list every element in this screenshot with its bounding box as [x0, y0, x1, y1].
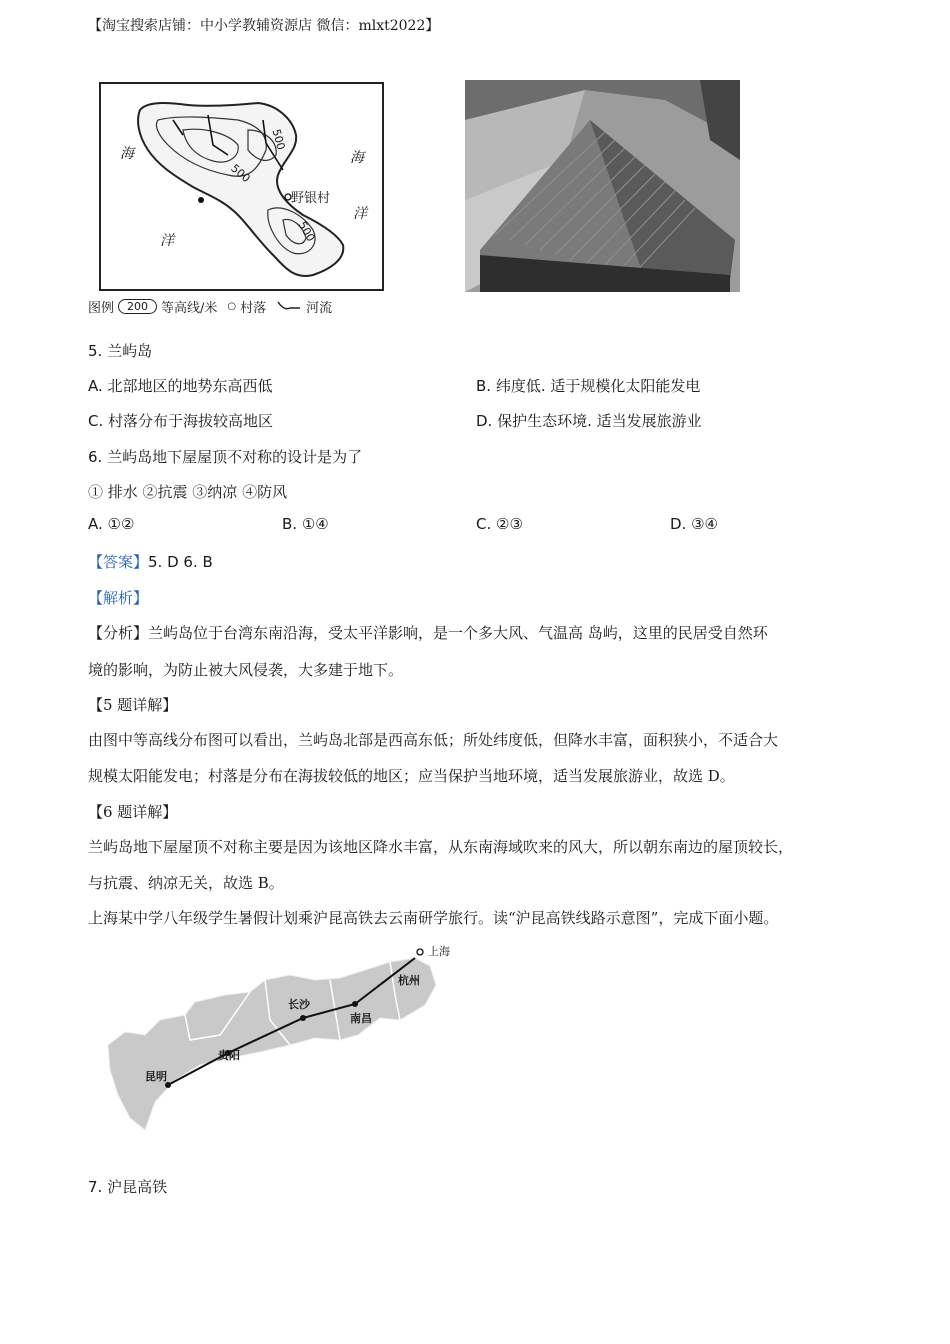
city-dot-nanchang — [352, 1001, 358, 1007]
q6-stem: 6. 兰屿岛地下屋屋顶不对称的设计是为了 — [88, 448, 363, 466]
contour-label: 500 — [295, 219, 318, 244]
legend-village-icon: ○ — [227, 301, 237, 312]
city-label-shanghai: 上海 — [428, 945, 450, 958]
city-dot-changsha — [300, 1015, 306, 1021]
legend-river-text: 河流 — [306, 301, 333, 316]
q7-stem: 7. 沪昆高铁 — [88, 1178, 168, 1196]
q5-stem: 5. 兰屿岛 — [88, 342, 153, 360]
q5-detail-line1: 由图中等高线分布图可以看出，兰屿岛北部是西高东低；所处纬度低，但降水丰富，面积狭小，不适合大 — [88, 731, 779, 749]
contour-label: 500 — [228, 161, 253, 186]
q6-option-b: B. ①④ — [282, 515, 329, 533]
q5-option-c: C. 村落分布于海拔较高地区 — [88, 412, 274, 430]
legend-contour-text: 等高线/米 — [161, 301, 218, 316]
ocean-label-left: 洋 — [160, 233, 174, 249]
city-dot-shanghai — [417, 949, 423, 955]
sea-label-right: 海 — [350, 150, 364, 166]
roof-photo-svg — [465, 80, 740, 292]
hsr-route-map — [100, 940, 470, 1140]
q6-detail-label: 【6 题详解】 — [88, 803, 178, 821]
legend-label: 图例 — [88, 301, 115, 316]
village-dot — [198, 197, 204, 203]
legend-contour-sample: 200 — [118, 299, 157, 314]
roof-photo — [465, 80, 740, 292]
q6-items: ① 排水 ②抗震 ③纳凉 ④防风 — [88, 483, 288, 501]
q7-intro: 上海某中学八年级学生暑假计划乘沪昆高铁去云南研学旅行。读“沪昆高铁线路示意图”，完成下面小题。 — [88, 909, 779, 927]
island-map-svg — [88, 75, 398, 320]
q5-option-d: D. 保护生态环境. 适当发展旅游业 — [476, 412, 702, 430]
q5-detail-line2: 规模太阳能发电；村落是分布在海拔较低的地区；应当保护当地环境，适当发展旅游业，故选 D。 — [88, 767, 735, 785]
q6-option-a: A. ①② — [88, 515, 135, 533]
q6-option-d: D. ③④ — [670, 515, 719, 533]
answer-line — [88, 551, 213, 572]
city-label-changsha: 长沙 — [288, 998, 310, 1011]
q6-detail-line1: 兰屿岛地下屋屋顶不对称主要是因为该地区降水丰富，从东南海域吹来的风大，所以朝东南边的屋顶较长， — [88, 838, 794, 856]
legend-village-text: 村落 — [240, 301, 267, 316]
q6-option-c: C. ②③ — [476, 515, 523, 533]
shop-header: 【淘宝搜索店铺：中小学教辅资源店 微信：mlxt2022】 — [88, 18, 440, 34]
analysis-label: 【解析】 — [88, 589, 149, 607]
answer-text: 5. D 6. B — [148, 553, 213, 571]
contour-label: 500 — [269, 127, 288, 152]
answer-label: 【答案】 — [88, 553, 149, 571]
city-label-hangzhou: 杭州 — [398, 974, 420, 987]
contour-map-figure — [88, 75, 398, 320]
map-legend — [88, 297, 332, 316]
ocean-label-right: 洋 — [353, 206, 367, 222]
village-label: 野银村 — [291, 191, 331, 206]
sea-label-left: 海 — [120, 146, 134, 162]
q5-option-a: A. 北部地区的地势东高西低 — [88, 377, 273, 395]
analysis-fenxi-line1: 【分析】兰屿岛位于台湾东南沿海，受太平洋影响，是一个多大风、气温高 岛屿，这里的民居受自然环 — [88, 624, 768, 642]
hsr-map-svg — [100, 940, 470, 1140]
city-label-kunming: 昆明 — [145, 1070, 167, 1083]
q6-detail-line2: 与抗震、纳凉无关，故选 B。 — [88, 874, 284, 892]
analysis-fenxi-line2: 境的影响，为防止被大风侵袭，大多建于地下。 — [88, 661, 404, 679]
city-label-nanchang: 南昌 — [350, 1012, 372, 1025]
q5-detail-label: 【5 题详解】 — [88, 696, 178, 714]
q5-option-b: B. 纬度低. 适于规模化太阳能发电 — [476, 377, 701, 395]
city-label-guiyang: 贵阳 — [218, 1049, 240, 1062]
legend-river-icon — [276, 299, 302, 315]
